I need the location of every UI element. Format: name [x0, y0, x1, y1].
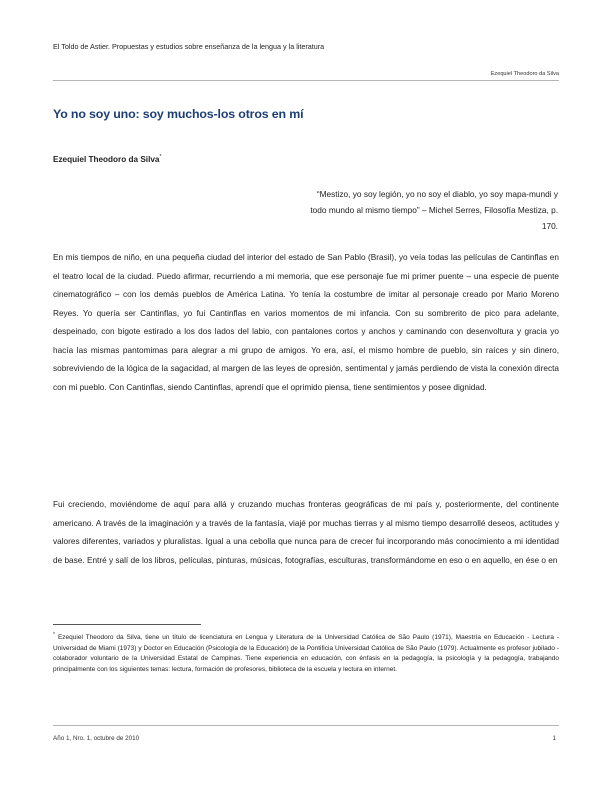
footer-divider [53, 725, 559, 726]
body-paragraph-2: Fui creciendo, moviéndome de aquí para allá y cruzando muchas fronteras geográficas de mi país y, posteriormente, del continente americano. A través de la imaginación y a través de la fantasía, viajé por muchas tierras y al mismo tiempo desarrollé deseos, actitudes y valores diferentes, variados y pluralistas. Igual a una cebolla que nunca para de crecer fui incorporando más conocimiento a mi identidad de base. Entré y salí de los libros, películas, pinturas, músicas, fotografías, esculturas, transformándome en eso o en aquello, en ése o en [53, 500, 559, 565]
article-title: Yo no soy uno: soy muchos-los otros en mí [53, 107, 304, 121]
author-footnote [53, 630, 559, 676]
footnote-mark: * [53, 632, 55, 638]
running-head-author: Ezequiel Theodoro da Silva [490, 71, 559, 77]
article-byline [53, 154, 161, 164]
epigraph: “Mestizo, yo soy legión, yo no soy el diablo, yo soy mapa-mundi y todo mundo al mismo tiempo” – Michel Serres, Filosofía Mestiza, p. 170. [310, 189, 558, 231]
footnote-divider [53, 624, 201, 625]
author-footnote-mark[interactable]: * [159, 154, 162, 160]
header-divider [53, 80, 559, 81]
page-number: 1 [552, 735, 556, 742]
author-name: Ezequiel Theodoro da Silva [53, 155, 160, 164]
footnote-text: Ezequiel Theodoro da Silva, tiene un título de licenciatura en Lengua y Literatura de la Universidad Católica de São Paulo (1971), Maestría en Educación - Lectura - Universidad de Miami (1973) y Doctor en Educación (Psicología de la Educación) de la Pontificia Universidad Católica de São Paulo (1979). Actualmente es profesor jubilado - colaborador voluntario de la Universidad Estatal de Campinas. Tiene experiencia en educación, con énfasis en la pedagogía, la psicología y la pedagogía, trabajando principalmente con los siguientes temas: lectura, formación de profesores, biblioteca de la escuela y lectura en internet. [53, 634, 559, 674]
journal-running-head: El Toldo de Astier. Propuestas y estudios sobre enseñanza de la lengua y la literatura [53, 42, 325, 51]
issue-info: Año 1, Nro. 1, octubre de 2010 [53, 735, 140, 742]
body-paragraph-1: En mis tiempos de niño, en una pequeña ciudad del interior del estado de San Pablo (Brasil), yo veía todas las películas de Cantinflas en el teatro local de la ciudad. Puedo afirmar, recurriendo a mi memoria, que ese personaje fue mi primer puente – una especie de puente cinematográfico – con los demás pueblos de América Latina. Yo tenía la costumbre de imitar al personaje creado por Mario Moreno Reyes. Yo quería ser Cantinflas, yo fui Cantinflas en varios momentos de mi infancia. Con su sombrerito de pico para adelante, despeinado, con bigote estirado a los dos lados del labio, con pantalones cortos y anchos y caminando con desenvoltura y gracia yo hacía las mismas pantomimas para alegrar a mi grupo de amigos. Yo era, así, el mismo hombre de pueblo, sin raíces y sin dinero, sobreviviendo de la lógica de la sagacidad, al margen de las leyes de opresión, sentimental y jamás perdiendo de vista la conexión directa con mi pueblo. Con Cantinflas, siendo Cantinflas, aprendí que el oprimido piensa, tiene sentimientos y posee dignidad. [53, 253, 559, 392]
